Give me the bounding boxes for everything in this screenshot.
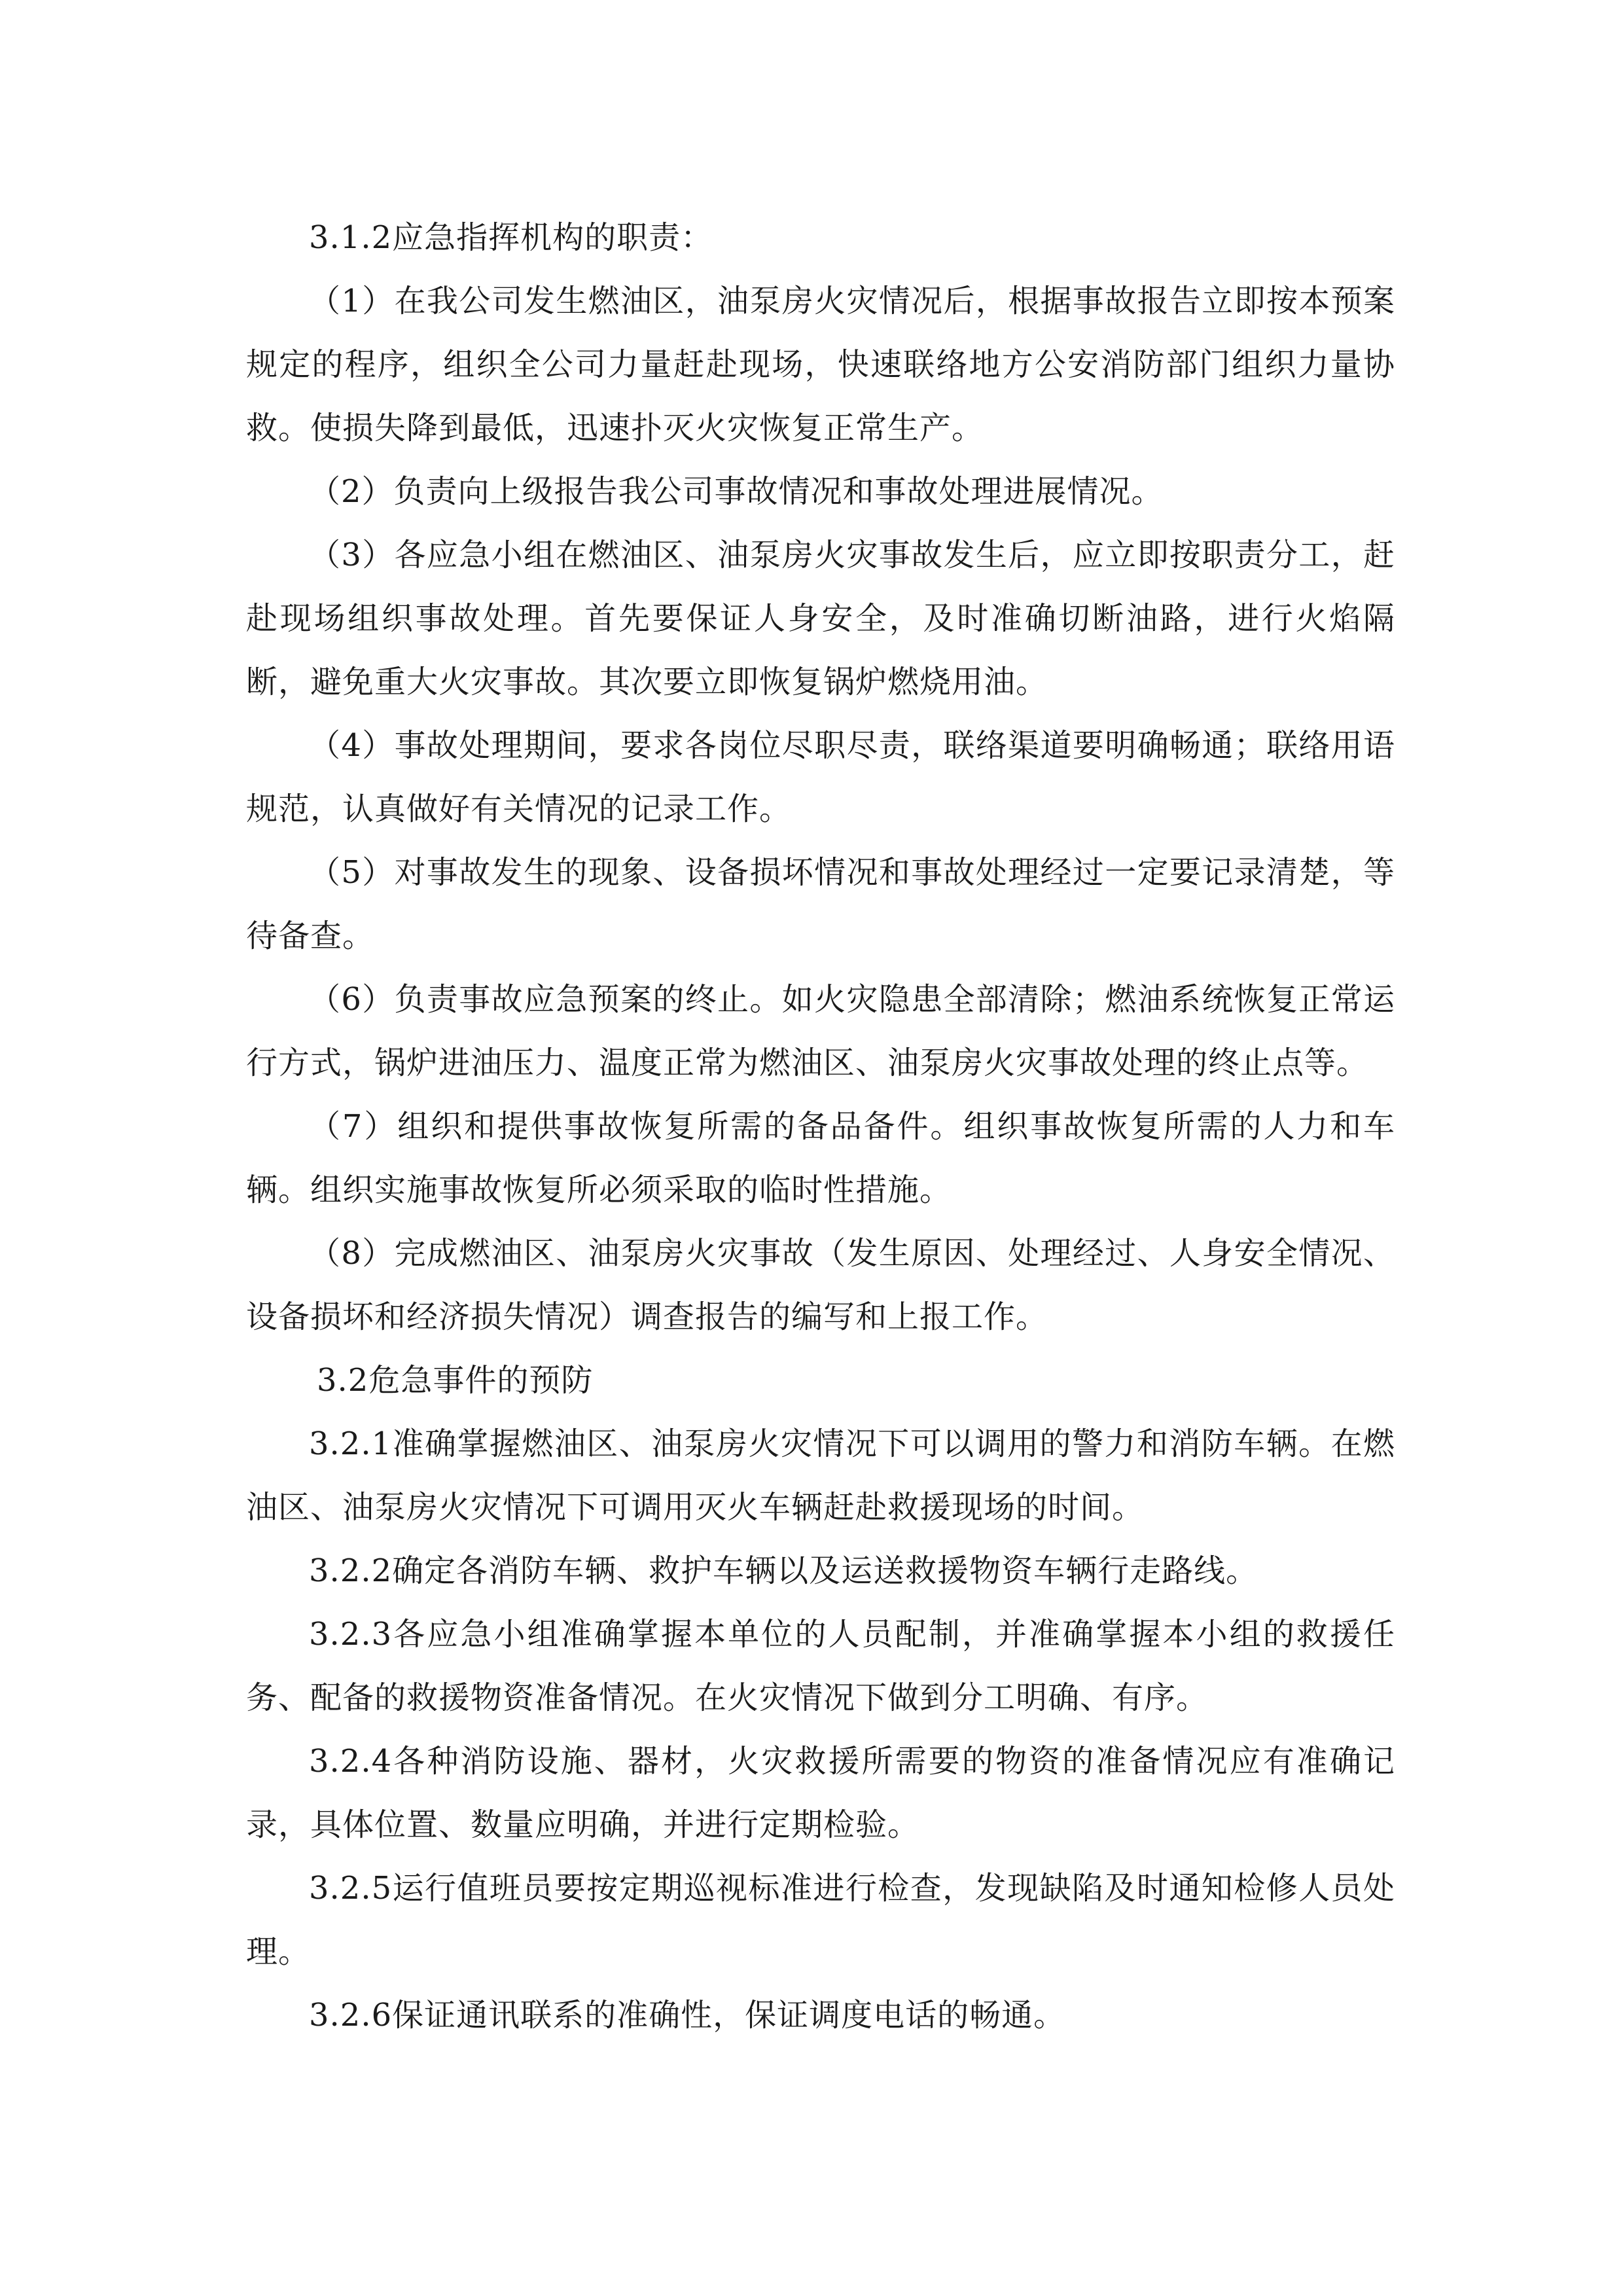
duty-paragraph-5: （5）对事故发生的现象、设备损坏情况和事故处理经过一定要记录清楚，等待备查。 — [246, 854, 1395, 954]
prevention-paragraph-4: 3.2.4各种消防设施、器材，火灾救援所需要的物资的准备情况应有准确记录，具体位置、数量应明确，并进行定期检验。 — [246, 1743, 1395, 1843]
prevention-paragraph-6: 3.2.6保证通讯联系的准确性，保证调度电话的畅通。 — [309, 1997, 1066, 2034]
duty-paragraph-6: （6）负责事故应急预案的终止。如火灾隐患全部清除；燃油系统恢复正常运行方式，锅炉进油压力、温度正常为燃油区、油泵房火灾事故处理的终止点等。 — [246, 981, 1395, 1081]
duty-paragraph-4: （4）事故处理期间，要求各岗位尽职尽责，联络渠道要明确畅通；联络用语规范，认真做好有关情况的记录工作。 — [246, 727, 1395, 827]
duty-paragraph-3: （3）各应急小组在燃油区、油泵房火灾事故发生后，应立即按职责分工，赶赴现场组织事故处理。首先要保证人身安全，及时准确切断油路，进行火焰隔断，避免重大火灾事故。其次要立即恢复锅炉燃烧用油。 — [246, 537, 1395, 700]
prevention-paragraph-3: 3.2.3各应急小组准确掌握本单位的人员配制，并准确掌握本小组的救援任务、配备的救援物资准备情况。在火灾情况下做到分工明确、有序。 — [246, 1616, 1395, 1716]
section-heading-3-2: 3.2危急事件的预防 — [317, 1362, 594, 1399]
section-heading-3-1-2: 3.1.2应急指挥机构的职责： — [309, 219, 713, 256]
duty-paragraph-8: （8）完成燃油区、油泵房火灾事故（发生原因、处理经过、人身安全情况、设备损坏和经济损失情况）调查报告的编写和上报工作。 — [246, 1235, 1395, 1335]
prevention-paragraph-2: 3.2.2确定各消防车辆、救护车辆以及运送救援物资车辆行走路线。 — [309, 1552, 1258, 1589]
document-body — [246, 206, 1395, 2047]
duty-paragraph-7: （7）组织和提供事故恢复所需的备品备件。组织事故恢复所需的人力和车辆。组织实施事故恢复所必须采取的临时性措施。 — [246, 1108, 1395, 1208]
duty-paragraph-1: （1）在我公司发生燃油区，油泵房火灾情况后，根据事故报告立即按本预案规定的程序，组织全公司力量赶赴现场，快速联络地方公安消防部门组织力量协救。使损失降到最低，迅速扑灭火灾恢复正常生产。 — [246, 283, 1395, 446]
prevention-paragraph-5: 3.2.5运行值班员要按定期巡视标准进行检查，发现缺陷及时通知检修人员处理。 — [246, 1870, 1395, 1970]
duty-paragraph-2: （2）负责向上级报告我公司事故情况和事故处理进展情况。 — [309, 473, 1164, 510]
prevention-paragraph-1: 3.2.1准确掌握燃油区、油泵房火灾情况下可以调用的警力和消防车辆。在燃油区、油泵房火灾情况下可调用灭火车辆赶赴救援现场的时间。 — [246, 1426, 1395, 1526]
